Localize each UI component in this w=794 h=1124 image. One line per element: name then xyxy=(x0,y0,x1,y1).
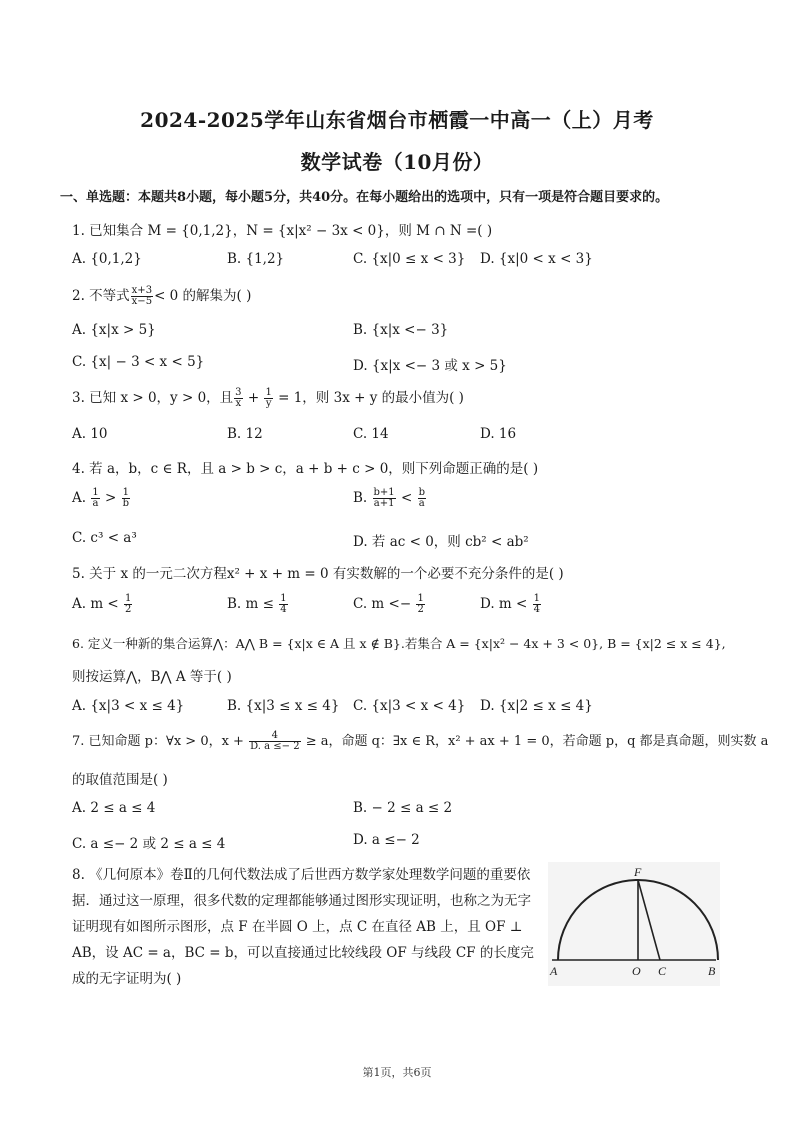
q4-option-c: C. c³ < a³ xyxy=(72,530,137,546)
question-6-line-2: 则按运算⋀，B⋀ A 等于( ) xyxy=(72,669,232,685)
q7-option-b: B. − 2 ≤ a ≤ 2 xyxy=(353,800,453,816)
q5-option-d: D. m < $\frac{1}{4}$ xyxy=(480,593,540,615)
q3-option-a: A. 10 xyxy=(72,426,108,442)
q3-option-c: C. 14 xyxy=(353,426,389,442)
q1-option-a: A. {0,1,2} xyxy=(72,251,142,267)
question-2: 2. 不等式 $\frac{x+3}{x-5}$ < 0 的解集为( ) xyxy=(72,285,252,307)
q2-option-a: A. {x|x > 5} xyxy=(72,322,156,338)
question-7-line-1: 7. 已知命题 p：∀x > 0，x + $\frac{4}{D. a \le- 2}$ ≥ a，命题 q：∃x ∈ R，x² + ax + 1 = 0，若命题 p，q 都是真命题，则实数 a xyxy=(72,730,769,752)
q7-option-d: D. a ≤− 2 xyxy=(353,832,420,848)
q2-option-b: B. {x|x <− 3} xyxy=(353,322,449,338)
label-o: O xyxy=(632,964,641,978)
exam-subtitle: 数学试卷（10月份） xyxy=(300,150,494,174)
semicircle-figure xyxy=(548,862,720,986)
q5-option-c: C. m <− $\frac{1}{2}$ xyxy=(353,593,424,615)
q7-option-a: A. 2 ≤ a ≤ 4 xyxy=(72,800,156,816)
q3-option-b: B. 12 xyxy=(227,426,263,442)
exam-title: 2024-2025学年山东省烟台市栖霞一中高一（上）月考 xyxy=(140,108,654,132)
question-6-line-1: 6. 定义一种新的集合运算⋀：A⋀ B = {x|x ∈ A 且 x ∉ B}.若集合 A = {x|x² − 4x + 3 < 0}, B = {x|2 ≤ x ≤ 4}, xyxy=(72,636,726,651)
label-b: B xyxy=(708,964,716,978)
label-c: C xyxy=(658,964,667,978)
q5-option-a: A. m < $\frac{1}{2}$ xyxy=(72,593,132,615)
q4-option-b: B. $\frac{b+1}{a+1}$ < $\frac{b}{a}$ xyxy=(353,487,425,509)
question-1: 1. 已知集合 M = {0,1,2}，N = {x|x² − 3x < 0}，则 M ∩ N =( ) xyxy=(72,223,493,239)
q5-option-b: B. m ≤ $\frac{1}{4}$ xyxy=(227,593,287,615)
question-3: 3. 已知 x > 0，y > 0，且 $\frac{3}{x}$ + $\frac{1}{y}$ = 1，则 3x + y 的最小值为( ) xyxy=(72,387,464,409)
q3-option-d: D. 16 xyxy=(480,426,517,442)
q2-option-c: C. {x| − 3 < x < 5} xyxy=(72,354,205,370)
q1-option-b: B. {1,2} xyxy=(227,251,285,267)
question-4: 4. 若 a，b，c ∈ R，且 a > b > c，a + b + c > 0，则下列命题正确的是( ) xyxy=(72,461,539,477)
q4-option-a: A. $\frac{1}{a}$ > $\frac{1}{b}$ xyxy=(72,487,130,509)
question-8: 8. 《几何原本》卷Ⅱ的几何代数法成了后世西方数学家处理数学问题的重要依据．通过这一原理，很多代数的定理都能够通过图形实现证明，也称之为无字证明现有如图所示图形，点 F 在半圆 O 上，点 C 在直径 AB 上，且 OF ⊥ AB，设 AC = a，BC = b，可以直接通过比较线段 OF 与线段 CF 的长度完成的无字证明为( ) xyxy=(72,867,534,987)
q6-option-a: A. {x|3 < x ≤ 4} xyxy=(72,698,185,714)
q6-option-d: D. {x|2 ≤ x ≤ 4} xyxy=(480,698,593,714)
label-f: F xyxy=(634,865,642,879)
question-7-line-2: 的取值范围是( ) xyxy=(72,772,168,788)
q2-option-d: D. {x|x <− 3 或 x > 5} xyxy=(353,358,507,374)
q4-option-d: D. 若 ac < 0，则 cb² < ab² xyxy=(353,534,529,550)
page-footer: 第1页，共6页 xyxy=(362,1066,432,1079)
label-a: A xyxy=(550,964,558,978)
q6-option-b: B. {x|3 ≤ x ≤ 4} xyxy=(227,698,340,714)
question-5: 5. 关于 x 的一元二次方程x² + x + m = 0 有实数解的一个必要不充分条件的是( ) xyxy=(72,566,564,582)
section-heading: 一、单选题：本题共8小题，每小题5分，共40分。在每小题给出的选项中，只有一项是符合题目要求的。 xyxy=(60,190,669,205)
q6-option-c: C. {x|3 < x < 4} xyxy=(353,698,466,714)
q7-option-c: C. a ≤− 2 或 2 ≤ a ≤ 4 xyxy=(72,836,226,852)
q1-option-d: D. {x|0 < x < 3} xyxy=(480,251,593,267)
q1-option-c: C. {x|0 ≤ x < 3} xyxy=(353,251,466,267)
